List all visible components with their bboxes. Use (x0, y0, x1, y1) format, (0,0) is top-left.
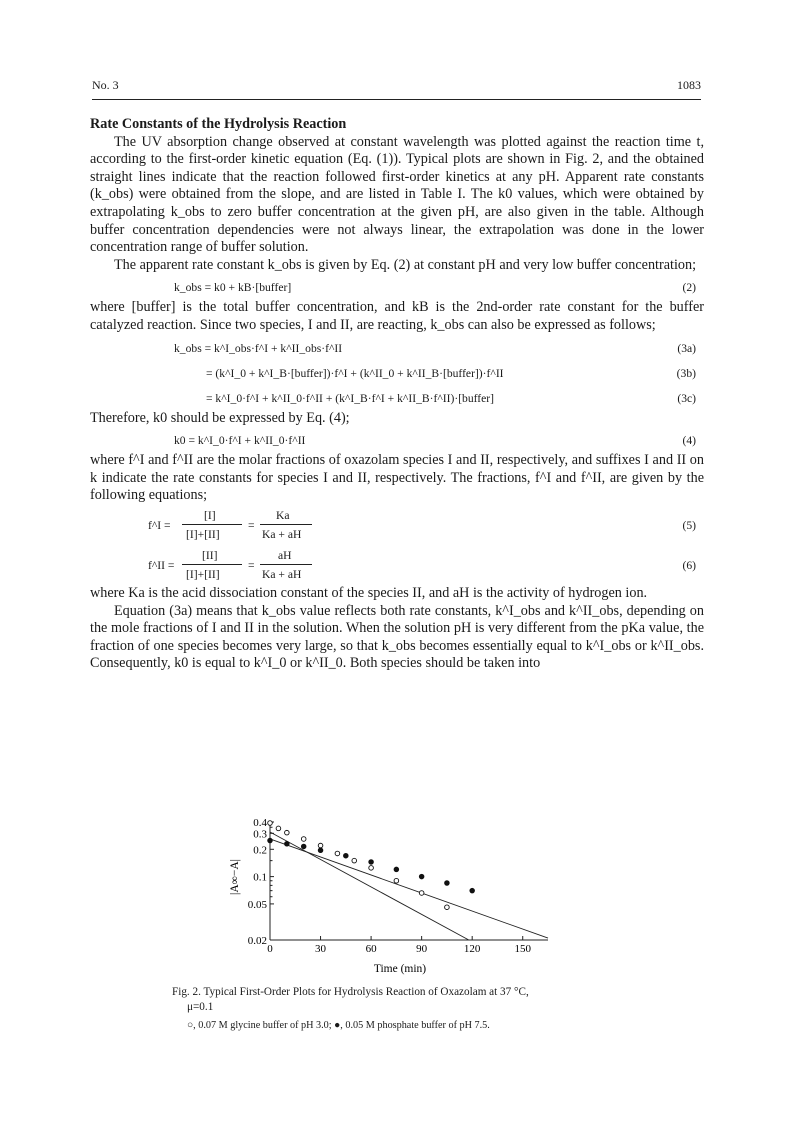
equation-6-lhs: f^II = (148, 558, 175, 572)
y-tick-label: 0.05 (247, 898, 267, 911)
equation-2-body: k_obs = k0 + kB·[buffer] (174, 281, 292, 295)
equation-5-den1: [I]+[II] (186, 527, 220, 541)
filled-point (369, 860, 374, 865)
paragraph-6: where Ka is the acid dissociation constant of the species II, and aH is the activity of hydrogen ion. (90, 584, 648, 601)
open-point (352, 858, 357, 863)
open-point (276, 826, 281, 831)
x-tick-label: 150 (514, 943, 531, 955)
y-tick-label: 0.1 (253, 871, 267, 884)
fit-lines (270, 832, 548, 940)
equation-6-den1: [I]+[II] (186, 567, 220, 581)
fit-line-2 (270, 839, 548, 938)
paragraph-4: Therefore, k0 should be expressed by Eq. (4); (90, 409, 350, 426)
equation-3b-number: (3b) (676, 366, 696, 380)
figure-legend: ○, 0.07 M glycine buffer of pH 3.0; ●, 0.05 M phosphate buffer of pH 7.5. (187, 1020, 490, 1031)
x-tick-label: 90 (416, 943, 428, 955)
equation-3b-body: = (k^I_0 + k^I_B·[buffer])·f^I + (k^II_0 + k^II_B·[buffer])·f^II (206, 366, 504, 380)
open-point (268, 821, 273, 826)
y-tick-label: 0.3 (253, 828, 267, 841)
equation-5-den2: Ka + aH (262, 527, 302, 541)
open-point (301, 837, 306, 842)
figure-caption-line-1: Fig. 2. Typical First-Order Plots for Hydrolysis Reaction of Oxazolam at 37 °C, (172, 986, 529, 998)
page-number: 1083 (677, 78, 701, 92)
filled-point (285, 841, 290, 846)
x-tick-label: 60 (365, 943, 377, 955)
filled-point (445, 881, 450, 886)
equation-5-number: (5) (682, 518, 696, 532)
filled-point (470, 888, 475, 893)
filled-point (394, 867, 399, 872)
open-point (318, 843, 323, 848)
paragraph-5: where f^I and f^II are the molar fractions of oxazolam species I and II, respectively, and suffixes I and II on k indicate the rate constants for species I and II, respectively. The fractions, f^I and f^II, are given by the following equations; (90, 452, 704, 504)
x-tick-label: 120 (463, 943, 481, 955)
equation-6-den2: Ka + aH (262, 567, 302, 581)
open-point (445, 905, 450, 910)
section-title: Rate Constants of the Hydrolysis Reaction (90, 116, 347, 132)
open-point (335, 851, 340, 856)
equation-3c-body: = k^I_0·f^I + k^II_0·f^II + (k^I_B·f^I + k^II_B·f^II)·[buffer] (206, 391, 495, 405)
equation-6-num1: [II] (202, 548, 218, 562)
open-point (394, 878, 399, 883)
equation-5-num1: [I] (204, 508, 216, 522)
paragraph-7: Equation (3a) means that k_obs value reflects both rate constants, k^I_obs and k^II_obs, depending on the mole fractions of I and II in the solution. When the solution pH is very different from the pKa value, the fraction of one species becomes very large, so that k_obs becomes essentially equal to k^I_obs or k^II_obs. Consequently, k0 is equal to k^I_0 or k^II_0. Both species should be taken into (90, 602, 704, 672)
open-point (285, 830, 290, 835)
y-tick-label: 0.4 (253, 817, 267, 829)
y-tick-label: 0.2 (253, 844, 267, 857)
paragraph-2: The apparent rate constant k_obs is given by Eq. (2) at constant pH and very low buffer concentration; (114, 256, 697, 273)
data-points (268, 821, 475, 910)
equation-4-body: k0 = k^I_0·f^I + k^II_0·f^II (174, 434, 306, 448)
equation-3a-number: (3a) (677, 341, 696, 355)
figure-caption-line-2: μ=0.1 (187, 1001, 214, 1013)
filled-point (268, 838, 273, 843)
journal-number: No. 3 (92, 78, 119, 92)
equation-3a-body: k_obs = k^I_obs·f^I + k^II_obs·f^II (174, 341, 343, 355)
fit-line-1 (270, 832, 469, 940)
equation-6-num2: aH (278, 548, 292, 562)
equals-sign: = (248, 518, 255, 532)
chart-axes (248, 817, 548, 955)
paragraph-1: The UV absorption change observed at constant wavelength was plotted against the reaction time t, according to the first-order kinetic equation (Eq. (1)). Typical plots are shown in Fig. 2, and the obtained straight lines indicate that the reaction followed first-order kinetics at any pH. Apparent rate constants (k_obs) were obtained from the slope, and are listed in Table I. The k0 values, which were obtained by extrapolating k_obs to zero buffer concentration at the given pH, are also given in the table. Although buffer concentration dependencies were not always linear, the extrapolation was done in the lower concentration range of buffer solution. (90, 133, 704, 256)
equation-2-number: (2) (682, 281, 696, 295)
open-point (369, 866, 374, 871)
equation-6-number: (6) (682, 558, 696, 572)
equation-3c-number: (3c) (677, 391, 696, 405)
equation-5-lhs: f^I = (148, 518, 171, 532)
filled-point (344, 853, 349, 858)
x-tick-label: 30 (315, 943, 327, 955)
equals-sign: = (248, 558, 255, 572)
x-axis-label: Time (min) (373, 963, 427, 975)
x-tick-label: 0 (267, 943, 273, 955)
equation-5-num2: Ka (276, 508, 290, 522)
filled-point (318, 848, 323, 853)
paragraph-3: where [buffer] is the total buffer concentration, and kB is the 2nd-order rate constant for the buffer catalyzed reaction. Since two species, I and II, are reacting, k_obs can also be expressed as follows; (90, 299, 704, 333)
y-axis-label: |A∞−A| (229, 859, 241, 895)
equation-4-number: (4) (682, 434, 696, 448)
y-tick-label: 0.02 (247, 935, 267, 947)
filled-point (301, 844, 306, 849)
filled-point (419, 874, 424, 879)
open-point (419, 891, 424, 896)
